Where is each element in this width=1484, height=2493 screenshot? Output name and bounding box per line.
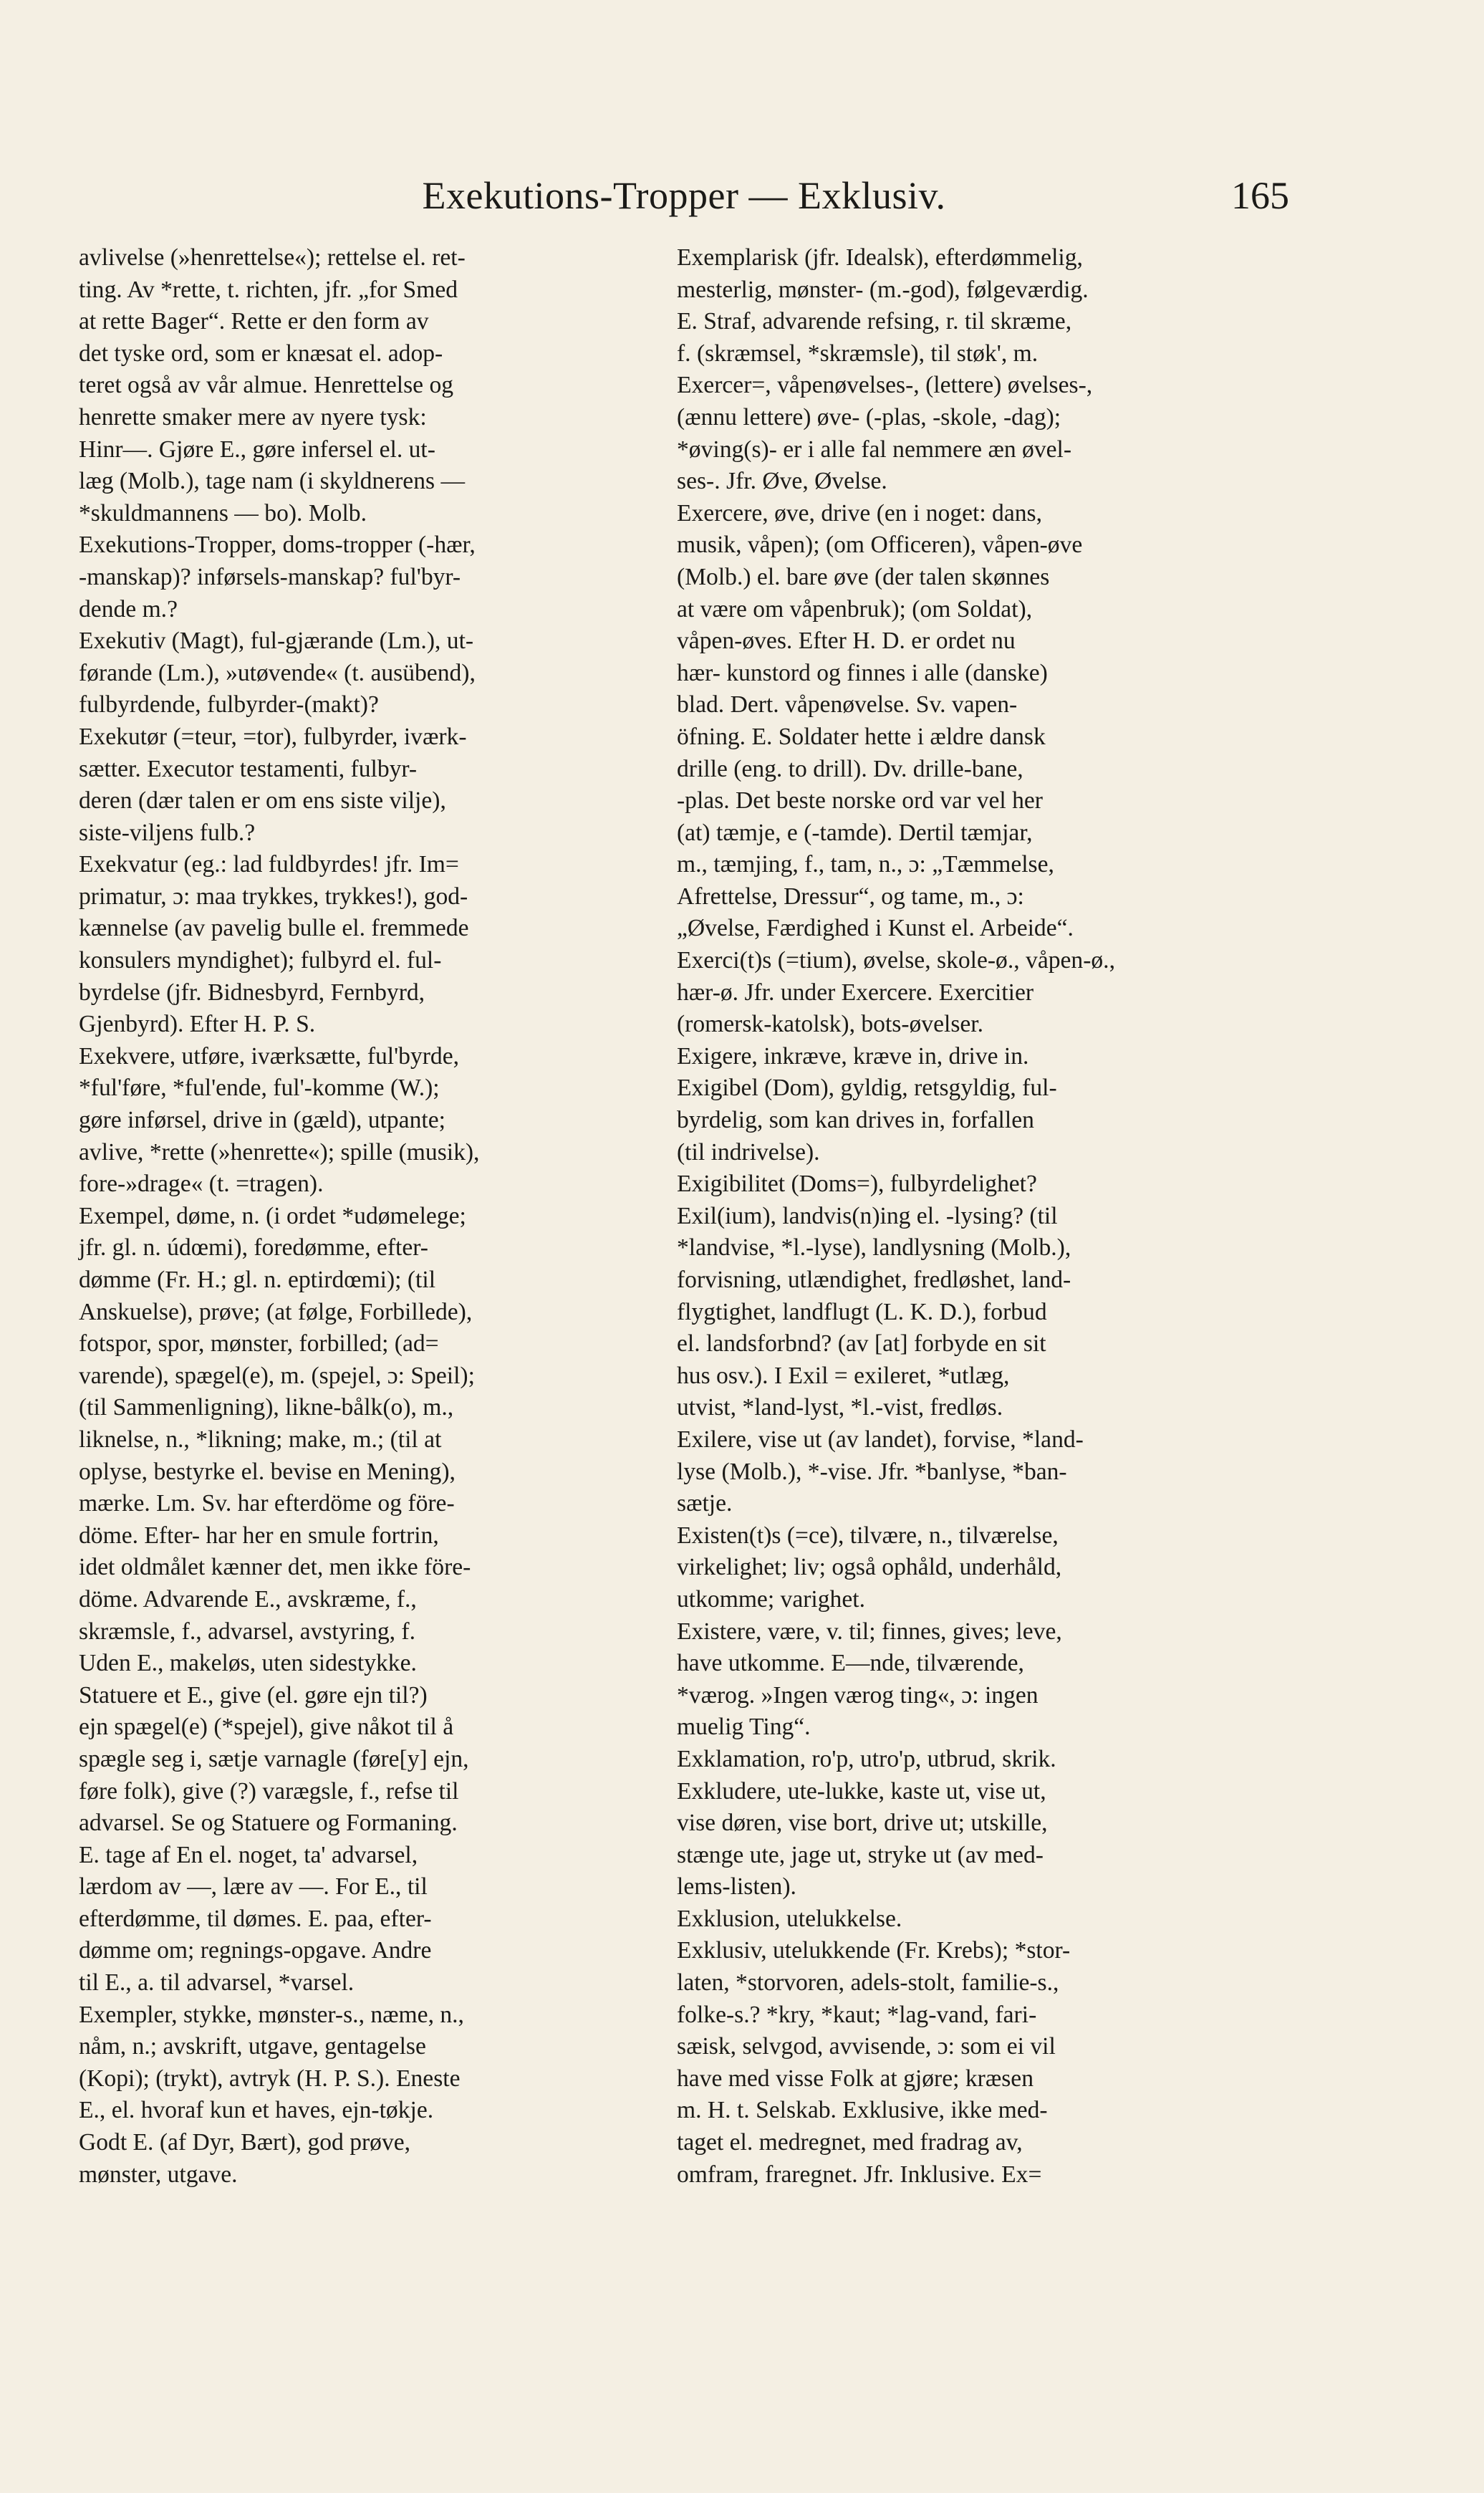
text-line: (til indrivelse). — [677, 1138, 820, 1166]
text-line: utvist, *land-lyst, *l.-vist, fredløs. — [677, 1394, 1003, 1421]
text-line: sæisk, selvgod, avvisende, ɔ: som ei vil — [677, 2033, 1056, 2060]
text-line: Exil(ium), landvis(n)ing el. -lysing? (til — [677, 1202, 1058, 1229]
text-line: Existen(t)s (=ce), tilvære, n., tilværelse, — [677, 1522, 1059, 1549]
text-line: Godt E. (af Dyr, Bært), god prøve, — [79, 2129, 411, 2156]
text-line: siste-viljens fulb.? — [79, 819, 256, 846]
text-line: Exemplarisk (jfr. Idealsk), efterdømmelig, — [677, 244, 1083, 271]
page-number: 165 — [1231, 174, 1289, 217]
text-line: (romersk-katolsk), bots-øvelser. — [677, 1011, 984, 1038]
text-line: efterdømme, til dømes. E. paa, efter- — [79, 1905, 432, 1932]
text-line: *værog. »Ingen værog ting«, ɔ: ingen — [677, 1681, 1039, 1709]
text-line: deren (dær talen er om ens siste vilje), — [79, 787, 446, 815]
text-line: flygtighet, landflugt (L. K. D.), forbud — [677, 1298, 1047, 1325]
text-line: liknelse, n., *likning; make, m.; (til at — [79, 1426, 442, 1453]
text-line: våpen-øves. Efter H. D. er ordet nu — [677, 628, 1016, 655]
text-line: oplyse, bestyrke el. bevise en Mening), — [79, 1458, 456, 1485]
text-line: have med visse Folk at gjøre; kræsen — [677, 2065, 1034, 2092]
text-line: fotspor, spor, mønster, forbilled; (ad= — [79, 1330, 439, 1358]
text-line: ses-. Jfr. Øve, Øvelse. — [677, 468, 887, 495]
text-line: Afrettelse, Dressur“, og tame, m., ɔ: — [677, 883, 1024, 910]
text-line: nåm, n.; avskrift, utgave, gentagelse — [79, 2033, 426, 2060]
text-line: Exempler, stykke, mønster-s., næme, n., — [79, 2001, 464, 2028]
text-line: Exekvere, utføre, iværksætte, ful'byrde, — [79, 1042, 460, 1070]
text-line: dømme om; regnings-opgave. Andre — [79, 1937, 432, 1964]
text-line: Exigibilitet (Doms=), fulbyrdelighet? — [677, 1171, 1037, 1198]
text-line: gøre inførsel, drive in (gæld), utpante; — [79, 1107, 445, 1134]
text-line: f. (skræmsel, *skræmsle), til støk', m. — [677, 340, 1039, 367]
text-line: Exekvatur (eg.: lad fuldbyrdes! jfr. Im= — [79, 851, 459, 878]
text-line: (til Sammenligning), likne-bålk(o), m., — [79, 1394, 454, 1421]
text-line: det tyske ord, som er knæsat el. adop- — [79, 340, 443, 367]
text-line: konsulers myndighet); fulbyrd el. ful- — [79, 947, 442, 974]
text-line: avlive, *rette (»henrette«); spille (musik), — [79, 1138, 480, 1166]
text-line: byrdelse (jfr. Bidnesbyrd, Fernbyrd, — [79, 979, 425, 1006]
running-header — [79, 170, 1289, 221]
text-line: førande (Lm.), »utøvende« (t. ausübend), — [79, 659, 476, 686]
text-line: hus osv.). I Exil = exileret, *utlæg, — [677, 1362, 1010, 1389]
text-line: omfram, fraregnet. Jfr. Inklusive. Ex= — [677, 2161, 1042, 2188]
page-title: Exekutions-Tropper — Exklusiv. — [422, 174, 946, 217]
text-line: hær- kunstord og finnes i alle (danske) — [677, 659, 1048, 686]
text-line: Exekutør (=teur, =tor), fulbyrder, iværk- — [79, 723, 467, 750]
text-line: utkomme; varighet. — [677, 1585, 865, 1613]
text-line: Uden E., makeløs, uten sidestykke. — [79, 1650, 417, 1677]
text-line: at være om våpenbruk); (om Soldat), — [677, 595, 1033, 623]
text-line: -plas. Det beste norske ord var vel her — [677, 787, 1043, 815]
text-line: *landvise, *l.-lyse), landlysning (Molb.), — [677, 1234, 1071, 1262]
text-line: drille (eng. to drill). Dv. drille-bane, — [677, 755, 1023, 782]
text-line: *skuldmannens — bo). Molb. — [79, 499, 367, 527]
text-line: blad. Dert. våpenøvelse. Sv. vapen- — [677, 691, 1018, 719]
text-line: mærke. Lm. Sv. har efterdöme og före- — [79, 1490, 455, 1517]
text-line: m. H. t. Selskab. Exklusive, ikke med- — [677, 2097, 1048, 2124]
right-column — [677, 242, 1278, 2191]
text-line: folke-s.? *kry, *kaut; *lag-vand, fari- — [677, 2001, 1037, 2028]
text-line: E., el. hvoraf kun et haves, ejn-tøkje. — [79, 2097, 434, 2124]
text-line: skræmsle, f., advarsel, avstyring, f. — [79, 1618, 415, 1645]
text-line: hær-ø. Jfr. under Exercere. Exercitier — [677, 979, 1034, 1006]
text-line: muelig Ting“. — [677, 1714, 811, 1741]
text-line: Exerci(t)s (=tium), øvelse, skole-ø., våpen-ø., — [677, 947, 1115, 974]
text-line: læg (Molb.), tage nam (i skyldnerens — — [79, 468, 466, 495]
text-line: idet oldmålet kænner det, men ikke före- — [79, 1554, 471, 1581]
text-line: spægle seg i, sætje varnagle (føre[y] ejn, — [79, 1745, 469, 1772]
text-line: Exekutiv (Magt), ful-gjærande (Lm.), ut- — [79, 628, 474, 655]
text-line: m., tæmjing, f., tam, n., ɔ: „Tæmmelse, — [677, 851, 1054, 878]
text-line: (ænnu lettere) øve- (-plas, -skole, -dag); — [677, 403, 1061, 431]
text-line: sætter. Executor testamenti, fulbyr- — [79, 755, 418, 782]
text-line: Anskuelse), prøve; (at følge, Forbillede), — [79, 1298, 473, 1325]
text-line: primatur, ɔ: maa trykkes, trykkes!), god- — [79, 883, 468, 910]
text-line: til E., a. til advarsel, *varsel. — [79, 1969, 355, 1997]
text-line: have utkomme. E—nde, tilværende, — [677, 1650, 1024, 1677]
text-line: kænnelse (av pavelig bulle el. fremmede — [79, 915, 469, 942]
text-line: Hinr—. Gjøre E., gøre infersel el. ut- — [79, 436, 435, 463]
text-line: Exilere, vise ut (av landet), forvise, *land- — [677, 1426, 1084, 1453]
text-line: döme. Efter- har her en smule fortrin, — [79, 1522, 439, 1549]
text-line: E. Straf, advarende refsing, r. til skræme, — [677, 308, 1072, 335]
text-line: musik, våpen); (om Officeren), våpen-øve — [677, 532, 1083, 559]
text-line: -manskap)? inførsels-manskap? ful'byr- — [79, 563, 461, 590]
text-line: forvisning, utlændighet, fredløshet, land- — [677, 1267, 1071, 1293]
text-line: Exklamation, ro'p, utro'p, utbrud, skrik. — [677, 1745, 1056, 1772]
text-line: Exigere, inkræve, kræve in, drive in. — [677, 1042, 1029, 1070]
text-line: henrette smaker mere av nyere tysk: — [79, 403, 427, 431]
text-line: Exigibel (Dom), gyldig, retsgyldig, ful- — [677, 1075, 1057, 1102]
text-line: *øving(s)- er i alle fal nemmere æn øvel- — [677, 436, 1072, 463]
text-line: dømme (Fr. H.; gl. n. eptirdœmi); (til — [79, 1267, 436, 1293]
text-line: Exkludere, ute-lukke, kaste ut, vise ut, — [677, 1777, 1046, 1805]
text-line: Statuere et E., give (el. gøre ejn til?) — [79, 1681, 428, 1709]
text-line: döme. Advarende E., avskræme, f., — [79, 1585, 417, 1613]
text-line: avlivelse (»henrettelse«); rettelse el. ret- — [79, 244, 466, 271]
text-line: mesterlig, mønster- (m.-god), følgeværdig. — [677, 276, 1089, 303]
text-line: fore-»drage« (t. =tragen). — [79, 1171, 324, 1198]
text-line: Gjenbyrd). Efter H. P. S. — [79, 1011, 316, 1038]
text-line: Exercere, øve, drive (en i noget: dans, — [677, 499, 1042, 527]
text-line: varende), spægel(e), m. (spejel, ɔ: Speil); — [79, 1362, 475, 1389]
text-line: advarsel. Se og Statuere og Formaning. — [79, 1810, 458, 1837]
text-line: jfr. gl. n. údœmi), foredømme, efter- — [79, 1234, 428, 1262]
text-line: byrdelig, som kan drives in, forfallen — [677, 1107, 1034, 1134]
text-line: E. tage af En el. noget, ta' advarsel, — [79, 1841, 418, 1868]
text-line: Exercer=, våpenøvelses-, (lettere) øvelses-, — [677, 372, 1093, 399]
text-line: „Øvelse, Færdighed i Kunst el. Arbeide“. — [677, 915, 1074, 942]
text-line: (Molb.) el. bare øve (der talen skønnes — [677, 563, 1050, 590]
text-line: Exempel, døme, n. (i ordet *udømelege; — [79, 1202, 466, 1229]
text-line: fulbyrdende, fulbyrder-(makt)? — [79, 691, 379, 719]
text-line: ejn spægel(e) (*spejel), give nåkot til å — [79, 1714, 454, 1741]
text-line: vise døren, vise bort, drive ut; utskille, — [677, 1810, 1048, 1837]
text-line: virkelighet; liv; også ophåld, underhåld, — [677, 1554, 1062, 1581]
text-line: öfning. E. Soldater hette i ældre dansk — [677, 723, 1046, 750]
text-line: teret også av vår almue. Henrettelse og — [79, 372, 454, 399]
text-line: taget el. medregnet, med fradrag av, — [677, 2129, 1023, 2156]
text-line: *ful'føre, *ful'ende, ful'-komme (W.); — [79, 1075, 440, 1102]
text-line: dende m.? — [79, 595, 178, 623]
text-line: Exklusion, utelukkelse. — [677, 1905, 902, 1932]
text-line: Exklusiv, utelukkende (Fr. Krebs); *stor- — [677, 1937, 1071, 1964]
text-line: (Kopi); (trykt), avtryk (H. P. S.). Eneste — [79, 2065, 461, 2092]
text-line: ting. Av *rette, t. richten, jfr. „for Smed — [79, 276, 458, 303]
text-line: el. landsforbnd? (av [at] forbyde en sit — [677, 1330, 1046, 1358]
text-line: Exekutions-Tropper, doms-tropper (-hær, — [79, 532, 476, 559]
text-line: laten, *storvoren, adels-stolt, familie-s., — [677, 1969, 1059, 1997]
text-line: (at) tæmje, e (-tamde). Dertil tæmjar, — [677, 819, 1033, 846]
text-line: lems-listen). — [677, 1873, 796, 1901]
text-line: Existere, være, v. til; finnes, gives; leve, — [677, 1618, 1062, 1645]
text-line: mønster, utgave. — [79, 2161, 238, 2188]
text-line: lyse (Molb.), *-vise. Jfr. *banlyse, *ban- — [677, 1458, 1067, 1485]
text-line: sætje. — [677, 1490, 733, 1517]
text-line: lærdom av —, lære av —. For E., til — [79, 1873, 428, 1901]
text-line: stænge ute, jage ut, stryke ut (av med- — [677, 1841, 1044, 1868]
text-line: at rette Bager“. Rette er den form av — [79, 308, 429, 335]
left-column — [79, 242, 665, 2191]
text-line: føre folk), give (?) varægsle, f., refse til — [79, 1777, 459, 1805]
